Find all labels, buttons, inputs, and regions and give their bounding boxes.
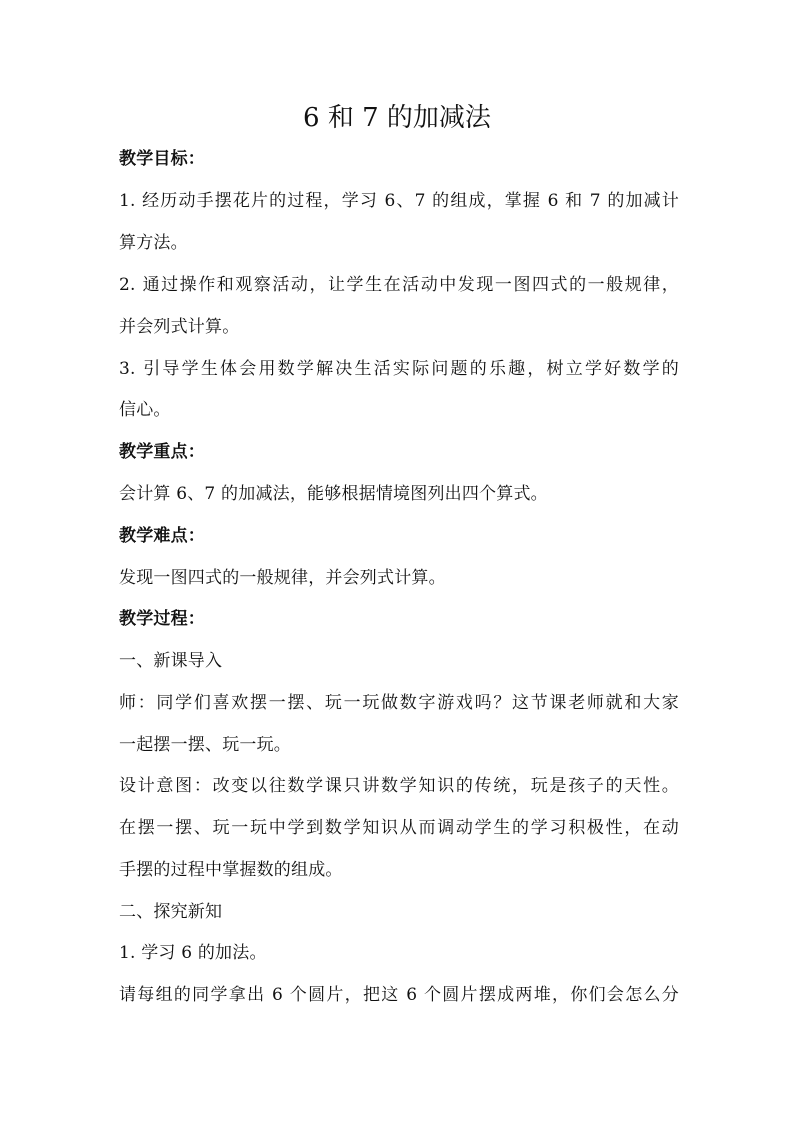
heading-objectives: 教学目标：	[119, 149, 205, 169]
section-explore-new: 二、探究新知	[119, 902, 223, 922]
key-points-text: 会计算 6、7 的加减法，能够根据情境图列出四个算式。	[119, 484, 548, 504]
section-new-lesson-intro: 一、新课导入	[119, 651, 223, 671]
objective-1-line-2: 算方法。	[119, 233, 188, 253]
intro-paragraph-line-2: 一起摆一摆、玩一玩。	[119, 735, 291, 755]
subsection-learn-6-addition: 1. 学习 6 的加法。	[119, 943, 267, 963]
heading-difficulties: 教学难点：	[119, 526, 205, 546]
difficulties-text: 发现一图四式的一般规律，并会列式计算。	[119, 568, 446, 588]
explore-paragraph-line-1: 请每组的同学拿出 6 个圆片，把这 6 个圆片摆成两堆，你们会怎么分	[119, 985, 679, 1005]
objective-3-line-1: 3. 引导学生体会用数学解决生活实际问题的乐趣，树立学好数学的	[119, 359, 679, 379]
design-intent-line-1: 设计意图：改变以往数学课只讲数学知识的传统，玩是孩子的天性。	[119, 776, 679, 796]
design-intent-line-2: 在摆一摆、玩一玩中学到数学知识从而调动学生的学习积极性，在动	[119, 818, 679, 838]
heading-key-points: 教学重点：	[119, 442, 205, 462]
objective-2-line-1: 2. 通过操作和观察活动，让学生在活动中发现一图四式的一般规律，	[119, 275, 679, 295]
design-intent-line-3: 手摆的过程中掌握数的组成。	[119, 860, 343, 880]
objective-2-line-2: 并会列式计算。	[119, 317, 240, 337]
intro-paragraph-line-1: 师：同学们喜欢摆一摆、玩一玩做数字游戏吗？这节课老师就和大家	[119, 693, 679, 713]
heading-process: 教学过程：	[119, 609, 205, 629]
document-title: 6 和 7 的加减法	[303, 103, 491, 133]
objective-1-line-1: 1. 经历动手摆花片的过程，学习 6、7 的组成，掌握 6 和 7 的加减计	[119, 191, 679, 211]
objective-3-line-2: 信心。	[119, 400, 171, 420]
